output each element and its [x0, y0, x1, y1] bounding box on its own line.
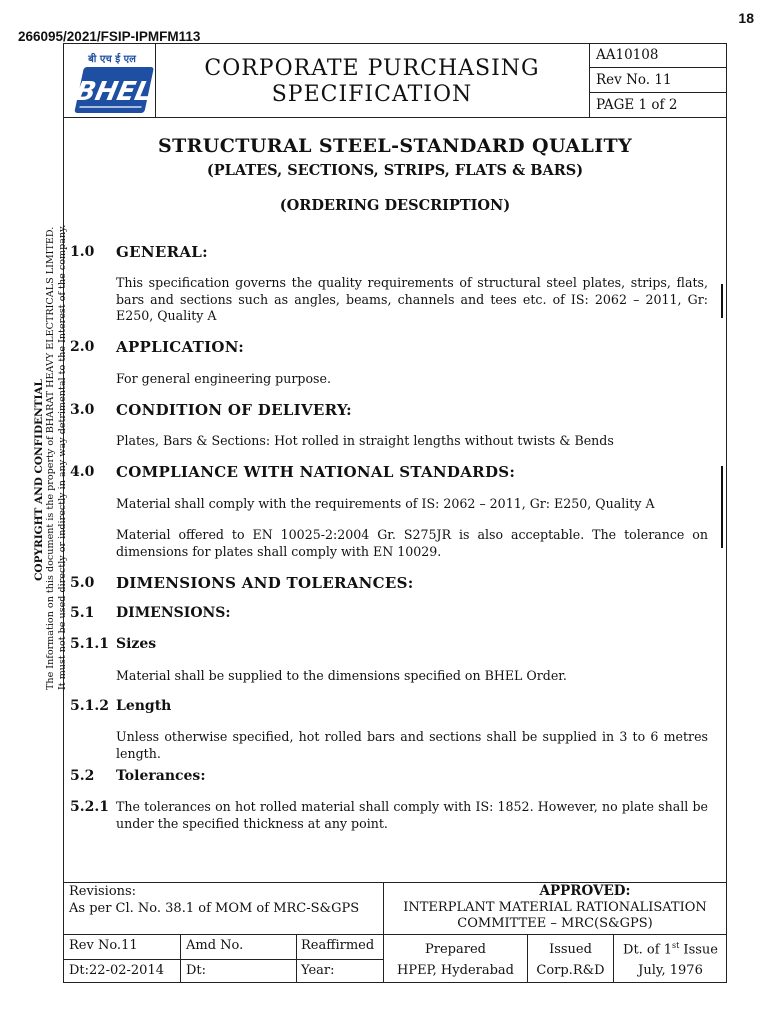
ordering-description: (ORDERING DESCRIPTION) [279, 197, 511, 214]
section-heading-delivery: CONDITION OF DELIVERY: [116, 401, 352, 419]
approved-label: APPROVED: [539, 883, 631, 899]
length-paragraph: Unless otherwise specified, hot rolled bars and sections shall be supplied in 3 to 6 metres length. [116, 729, 708, 761]
section-heading-dimensions: DIMENSIONS: [116, 605, 231, 621]
spec-number: AA10108 [596, 47, 659, 63]
document-reference: 266095/2021/FSIP-IPMFM113 [18, 29, 201, 44]
prepared-value: HPEP, Hyderabad [396, 963, 514, 978]
first-issue-label: Dt. of 1st Issue [623, 941, 718, 958]
revisions-text: As per Cl. No. 38.1 of MOM of MRC-S&GPS [69, 901, 360, 916]
document-frame [63, 43, 727, 983]
logo-hindi-text: बी एच ई एल [88, 54, 136, 65]
prepared-label: Prepared [425, 942, 486, 957]
section-heading-length: Length [116, 698, 172, 714]
copyright-line-2: The Information on this document is the property of BHARAT HEAVY ELECTRICALS LIMITED. [45, 226, 56, 690]
revision-change-bar [721, 466, 723, 548]
section-heading-dimensions-tolerances: DIMENSIONS AND TOLERANCES: [116, 574, 414, 592]
logo-text: BHEL [72, 77, 155, 107]
section-number: 3.0 [70, 402, 95, 418]
section-heading-application: APPLICATION: [116, 338, 245, 356]
first-issue-value: July, 1976 [638, 963, 703, 978]
compliance-paragraph-2: Material offered to EN 10025-2:2004 Gr. S275JR is also acceptable. The tolerance on dimensions for plates shall comply with EN 10029. [116, 527, 708, 559]
tolerances-paragraph: The tolerances on hot rolled material shall comply with IS: 1852. However, no plate shall be under the specified thickness at any point. [116, 799, 708, 831]
compliance-paragraph-1: Material shall comply with the requirements of IS: 2062 – 2011, Gr: E250, Quality A [116, 496, 655, 511]
footer-amd-no: Amd No. [186, 938, 244, 953]
section-number: 5.1.2 [70, 698, 109, 714]
bhel-logo [69, 49, 155, 117]
document-title: STRUCTURAL STEEL-STANDARD QUALITY [157, 135, 633, 157]
section-heading-tolerances: Tolerances: [116, 768, 206, 784]
section-number: 5.1.1 [70, 636, 109, 652]
section-heading-general: GENERAL: [116, 243, 208, 261]
footer-amd-date: Dt: [186, 963, 207, 978]
section-number: 2.0 [70, 339, 95, 355]
header-title-line2: SPECIFICATION [271, 82, 473, 107]
application-paragraph: For general engineering purpose. [116, 371, 331, 386]
copyright-heading: COPYRIGHT AND CONFIDENTIAL [33, 379, 45, 581]
footer-date: Dt:22-02-2014 [69, 963, 164, 978]
sizes-paragraph: Material shall be supplied to the dimensions specified on BHEL Order. [116, 668, 567, 683]
header-title-line1: CORPORATE PURCHASING [204, 56, 540, 81]
copyright-line-3: It must not be used directly or indirectly in any way detrimental to the Interest of the company. [57, 224, 68, 690]
delivery-paragraph: Plates, Bars & Sections: Hot rolled in straight lengths without twists & Bends [116, 433, 614, 448]
section-number: 4.0 [70, 464, 95, 480]
page-number: 18 [738, 10, 754, 26]
general-paragraph: This specification governs the quality requirements of structural steel plates, strips, flats, bars and sections such as angles, beams, channels and tees etc. of IS: 2062 – 2011, Gr: E250, Quality A [116, 275, 708, 323]
approved-authority-line2: COMMITTEE – MRC(S&GPS) [457, 916, 653, 931]
issued-value: Corp.R&D [536, 963, 605, 978]
revisions-label: Revisions: [69, 884, 137, 899]
footer-reaffirmed: Reaffirmed [301, 938, 375, 953]
copyright-side-note [33, 224, 69, 690]
footer-rev-no: Rev No.11 [69, 938, 138, 953]
document-subtitle: (PLATES, SECTIONS, STRIPS, FLATS & BARS) [206, 162, 584, 179]
section-number: 5.0 [70, 575, 95, 591]
issued-label: Issued [549, 942, 592, 957]
section-heading-sizes: Sizes [116, 636, 157, 652]
revision-change-bar [721, 284, 723, 318]
section-number: 5.1 [70, 605, 95, 621]
page-indicator: PAGE 1 of 2 [596, 97, 678, 113]
revision-number: Rev No. 11 [596, 72, 672, 88]
section-number: 5.2 [70, 768, 95, 784]
section-heading-compliance: COMPLIANCE WITH NATIONAL STANDARDS: [116, 463, 516, 481]
section-number: 5.2.1 [70, 799, 109, 815]
approved-authority-line1: INTERPLANT MATERIAL RATIONALISATION [403, 900, 707, 915]
footer-year: Year: [301, 963, 335, 978]
section-number: 1.0 [70, 244, 95, 260]
